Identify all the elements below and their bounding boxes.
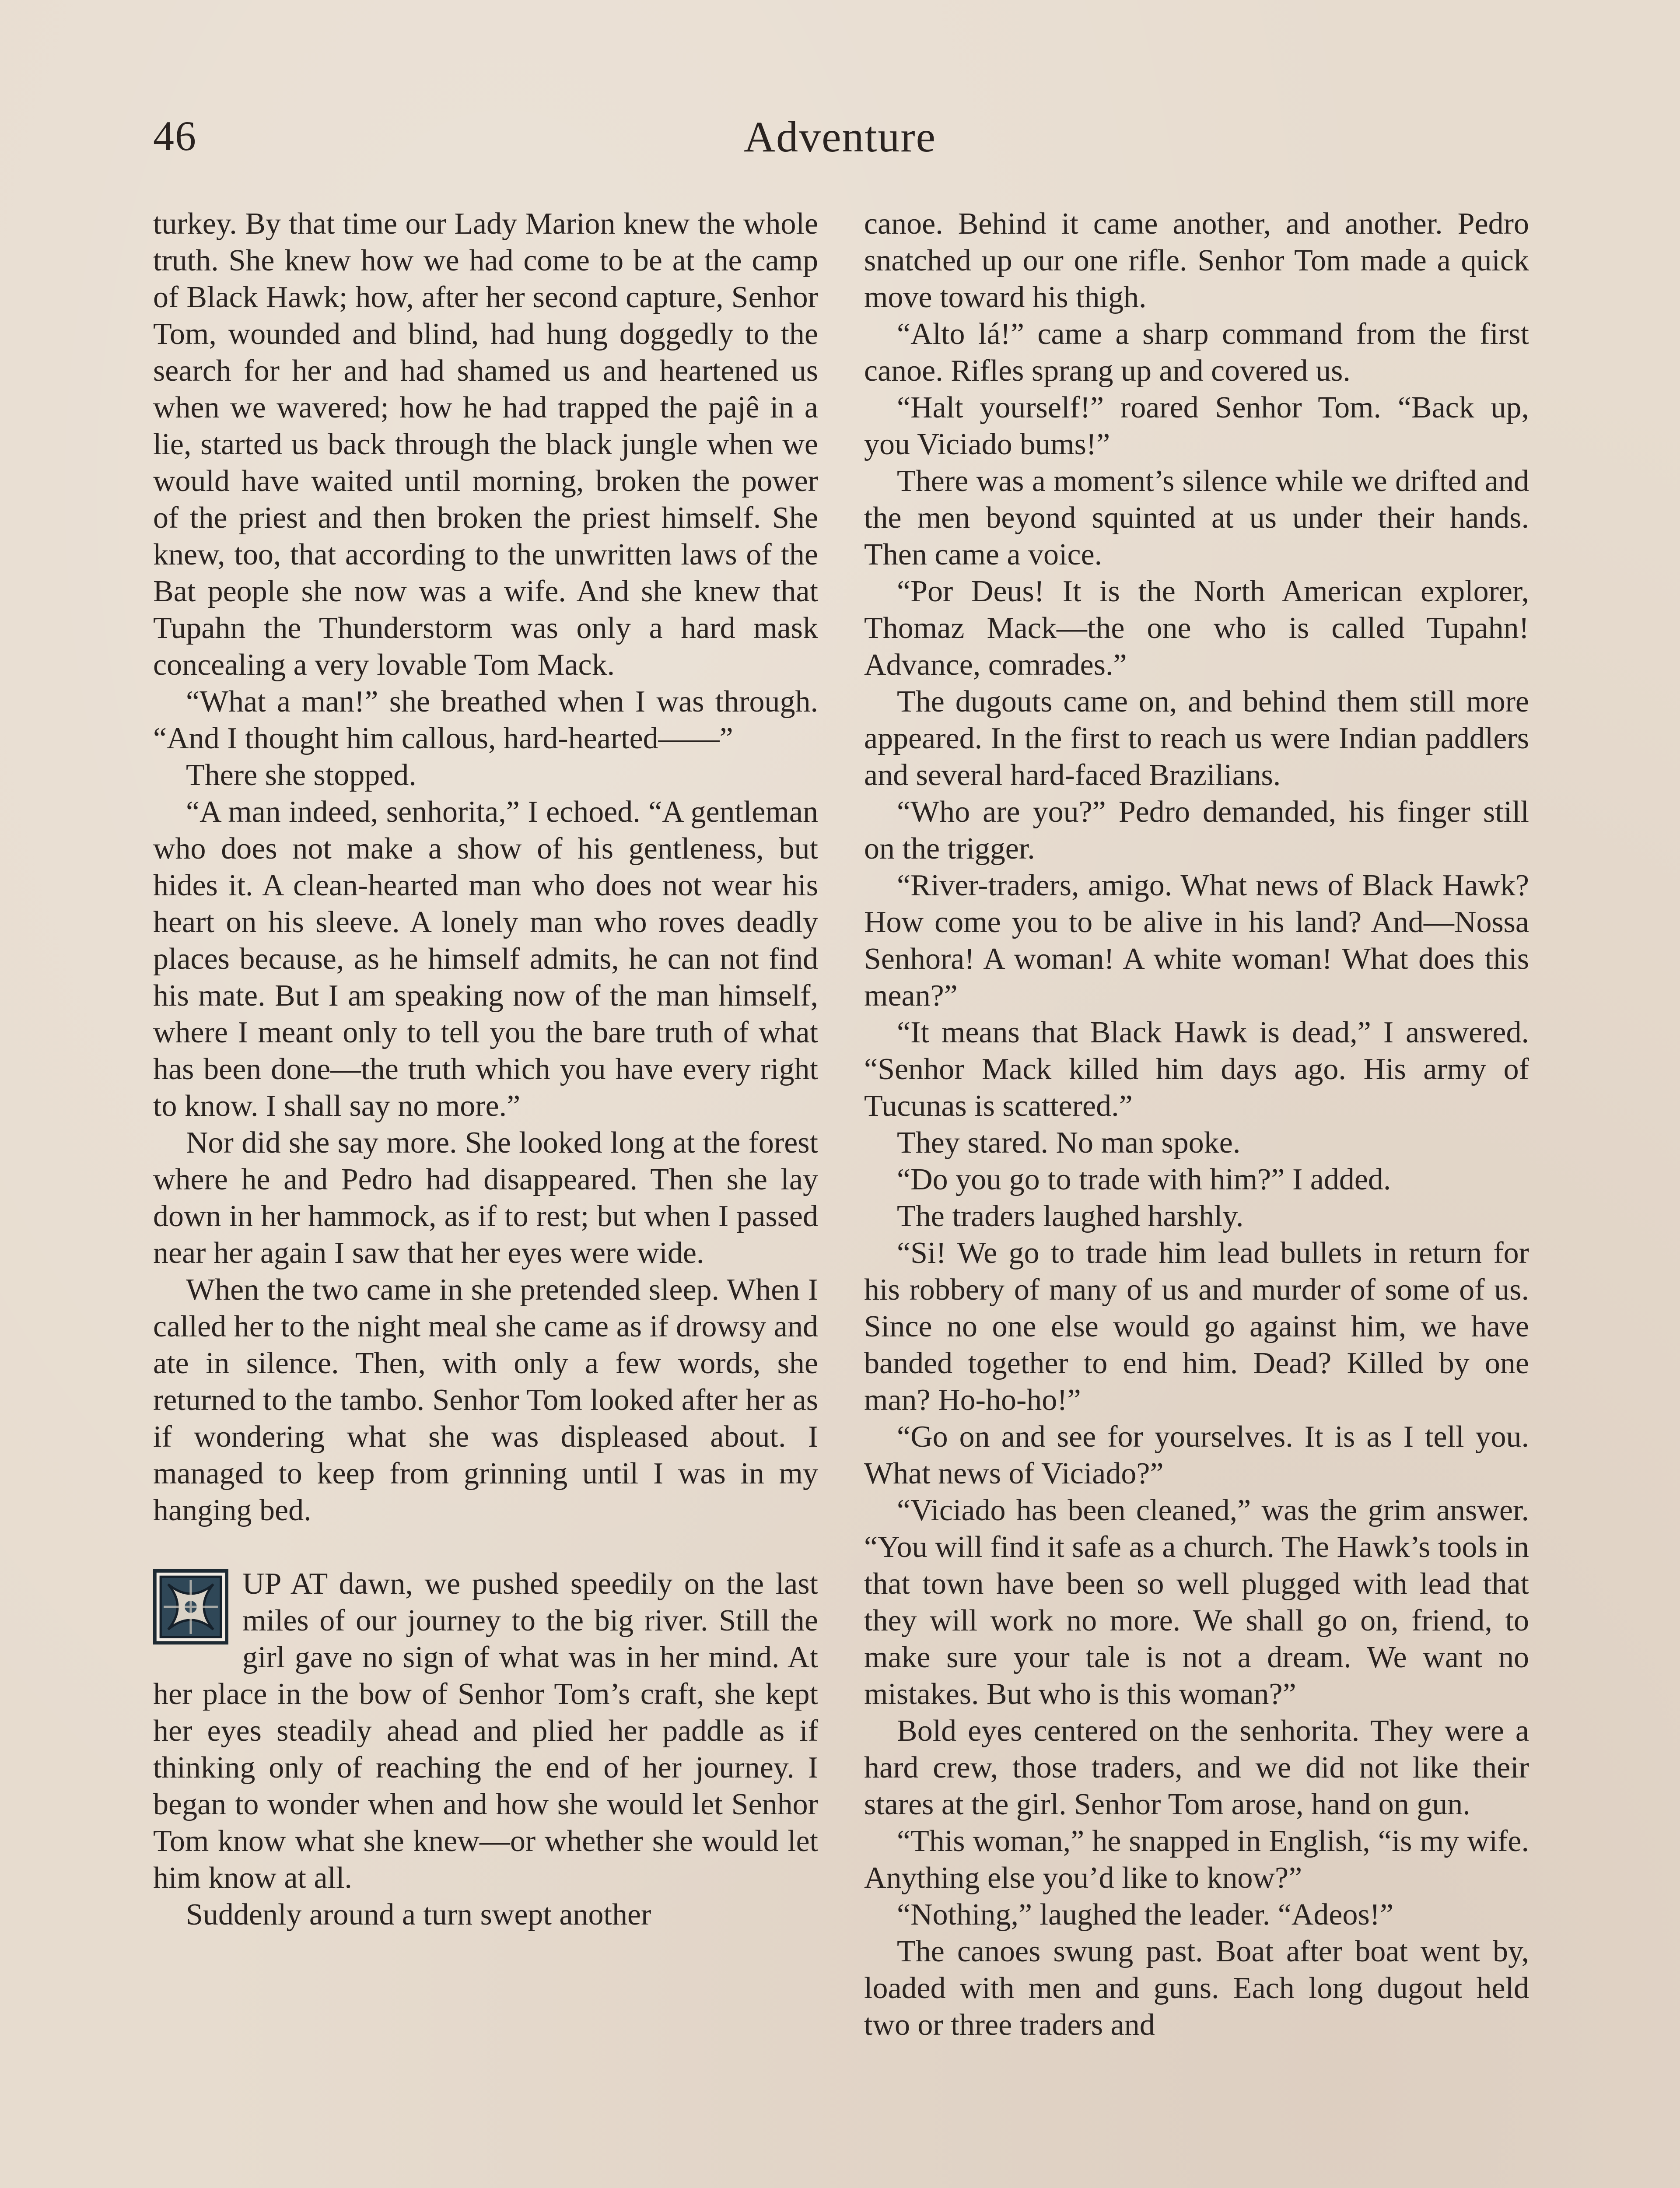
- page-number: 46: [153, 112, 197, 159]
- section-break: [153, 1529, 818, 1566]
- paragraph: “Si! We go to trade him lead bullets in return for his robbery of many of us and murder of some of us. Since no one else would go against him, we have banded together to end him. Dead? Killed by one man? Ho-ho-ho!”: [864, 1236, 1529, 1417]
- paragraph: “Do you go to trade with him?” I added.: [897, 1163, 1391, 1196]
- paragraph: Suddenly around a turn swept another: [186, 1898, 651, 1932]
- paragraph: “River-traders, amigo. What news of Black Hawk? How come you to be alive in his land? And—Nossa Senhora! A woman! A white woman! What does this mean?”: [864, 869, 1529, 1013]
- paragraph: “A man indeed, senhorita,” I echoed. “A gentleman who does not make a show of his gentleness, but hides it. A clean-hearted man who does not wear his heart on his sleeve. A lonely man who roves deadly places because, as he himself admits, he can not find his mate. But I am speaking now of the man himself, where I meant only to tell you the bare truth of what has been done—the truth which you have every right to know. I shall say no more.”: [153, 795, 818, 1123]
- paragraph: Nor did she say more. She looked long at the forest where he and Pedro had disappeared. Then she lay down in her hammock, as if to rest; but when I passed near her again I saw that her eyes were wide.: [153, 1126, 818, 1270]
- left-column: [153, 206, 818, 1933]
- paragraph: There she stopped.: [186, 758, 416, 792]
- paragraph: “Alto lá!” came a sharp command from the first canoe. Rifles sprang up and covered us.: [864, 317, 1529, 388]
- paragraph: The canoes swung past. Boat after boat went by, loaded with men and guns. Each long dugout held two or three traders and: [864, 1935, 1529, 2042]
- paragraph: They stared. No man spoke.: [897, 1126, 1241, 1160]
- celtic-knot-ornament-icon: [153, 1569, 228, 1645]
- paragraph: “What a man!” she breathed when I was through. “And I thought him callous, hard-hearted——”: [153, 685, 818, 755]
- paragraph: UP AT dawn, we pushed speedily on the last miles of our journey to the big river. Still the girl gave no sign of what was in her mind. At her place in the bow of Senhor Tom’s craft, she kept her eyes steadily ahead and plied her paddle as if thinking only of reaching the end of her journey. I began to wonder when and how she would let Senhor Tom know what she knew—or whether she would let him know at all.: [153, 1567, 818, 1895]
- paragraph: “Halt yourself!” roared Senhor Tom. “Back up, you Viciado bums!”: [864, 391, 1529, 461]
- paragraph: “Who are you?” Pedro demanded, his finger still on the trigger.: [864, 795, 1529, 866]
- paragraph: There was a moment’s silence while we drifted and the men beyond squinted at us under their hands. Then came a voice.: [864, 464, 1529, 572]
- paragraph: “Nothing,” laughed the leader. “Adeos!”: [897, 1898, 1394, 1932]
- paragraph: The dugouts came on, and behind them still more appeared. In the first to reach us were Indian paddlers and several hard-faced Brazilians.: [864, 685, 1529, 792]
- paragraph: Bold eyes centered on the senhorita. They were a hard crew, those traders, and we did not like their stares at the girl. Senhor Tom arose, hand on gun.: [864, 1714, 1529, 1821]
- paragraph: “This woman,” he snapped in English, “is my wife. Anything else you’d like to know?”: [864, 1824, 1529, 1895]
- paragraph: The traders laughed harshly.: [897, 1199, 1244, 1233]
- right-column: [864, 206, 1529, 2044]
- paragraph: “Viciado has been cleaned,” was the grim answer. “You will find it safe as a church. The Hawk’s tools in that town have been so well plugged with lead that they will work no more. We shall go on, friend, to make sure your tale is not a dream. We want no mistakes. But who is this woman?”: [864, 1494, 1529, 1711]
- paragraph: “Por Deus! It is the North American explorer, Thomaz Mack—the one who is called Tupahn! Advance, comrades.”: [864, 575, 1529, 682]
- running-title: Adventure: [743, 112, 937, 161]
- page-header: [0, 112, 1680, 164]
- paragraph: “Go on and see for yourselves. It is as I tell you. What news of Viciado?”: [864, 1420, 1529, 1490]
- paragraph: canoe. Behind it came another, and another. Pedro snatched up our one rifle. Senhor Tom made a quick move toward his thigh.: [864, 207, 1529, 314]
- section-opening-paragraph: [153, 1566, 818, 1897]
- paragraph: When the two came in she pretended sleep. When I called her to the night meal she came as if drowsy and ate in silence. Then, with only a few words, she returned to the tambo. Senhor Tom looked after her as if wondering what she was displeased about. I managed to keep from grinning until I was in my hanging bed.: [153, 1273, 818, 1527]
- paragraph: turkey. By that time our Lady Marion knew the whole truth. She knew how we had come to be at the camp of Black Hawk; how, after her second capture, Senhor Tom, wounded and blind, had hung doggedly to the search for her and had shamed us and heartened us when we wavered; how he had trapped the pajê in a lie, started us back through the black jungle when we would have waited until morning, broken the power of the priest and then broken the priest himself. She knew, too, that according to the unwritten laws of the Bat people she now was a wife. And she knew that Tupahn the Thunderstorm was only a hard mask concealing a very lovable Tom Mack.: [153, 207, 818, 682]
- paragraph: “It means that Black Hawk is dead,” I answered. “Senhor Mack killed him days ago. His army of Tucunas is scattered.”: [864, 1016, 1529, 1123]
